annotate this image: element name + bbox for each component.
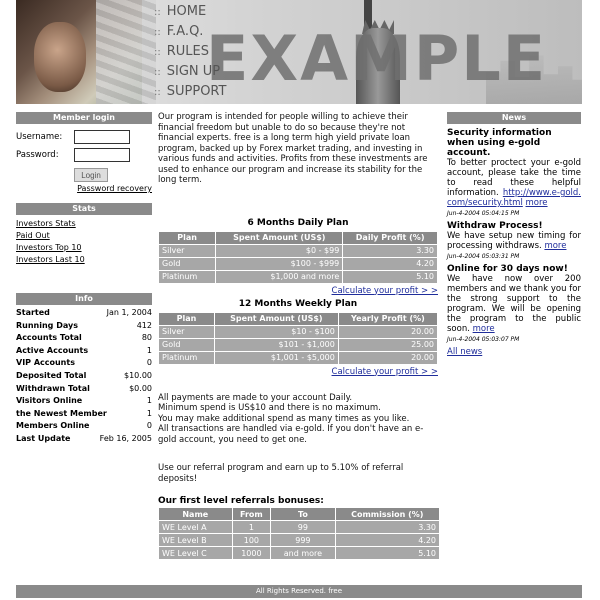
news-item-body: To better proctect your e-gold account, please take the time to read these helpful information. bbox=[447, 158, 581, 198]
level-to: 99 bbox=[271, 521, 334, 533]
main-nav bbox=[154, 2, 274, 102]
info-value: 1 bbox=[146, 345, 152, 355]
news-item-body-wrap bbox=[447, 158, 581, 208]
level-commission: 5.10 bbox=[336, 547, 439, 559]
news-item-body: We have now over 200 members and we thank you for the strong support to the program. We will be opening the program to the public soon. bbox=[447, 274, 581, 334]
plan-profit: 3.30 bbox=[343, 245, 437, 257]
login-button[interactable]: Login bbox=[74, 168, 108, 182]
info-label: Last Update bbox=[16, 433, 71, 443]
level-name: WE Level B bbox=[159, 534, 232, 546]
daily-plan-section bbox=[158, 218, 438, 296]
info-row bbox=[16, 332, 152, 345]
col-header: To bbox=[271, 508, 334, 520]
referral-section bbox=[158, 496, 438, 560]
info-label: Active Accounts bbox=[16, 345, 89, 355]
info-value: 1 bbox=[146, 396, 152, 406]
info-value: 1 bbox=[146, 408, 152, 418]
info-row bbox=[16, 357, 152, 370]
level-from: 1 bbox=[233, 521, 271, 533]
brand-wordmark: EXAMPLE bbox=[206, 22, 548, 95]
news-item bbox=[447, 221, 581, 260]
news-panel bbox=[447, 112, 581, 357]
level-from: 100 bbox=[233, 534, 271, 546]
username-input[interactable] bbox=[74, 130, 130, 144]
plan-amount: $101 - $1,000 bbox=[215, 339, 338, 351]
nav-support[interactable]: :: SUPPORT bbox=[154, 84, 227, 99]
username-label: Username: bbox=[16, 132, 63, 142]
member-login-panel bbox=[16, 112, 152, 193]
table-row bbox=[159, 258, 437, 270]
news-more-link[interactable]: more bbox=[472, 324, 495, 334]
plan-name: Silver bbox=[159, 326, 214, 338]
money-image bbox=[96, 0, 156, 104]
info-value: Feb 16, 2005 bbox=[99, 433, 152, 443]
weekly-plan-title: 12 Months Weekly Plan bbox=[238, 298, 358, 309]
plan-amount: $1,000 and more bbox=[216, 271, 342, 283]
plan-amount: $10 - $100 bbox=[215, 326, 338, 338]
news-item-date: Jun-4-2004 05:03:07 PM bbox=[447, 336, 520, 343]
table-row bbox=[159, 534, 439, 546]
table-row bbox=[159, 271, 437, 283]
payment-notes bbox=[158, 393, 438, 446]
news-item bbox=[447, 128, 581, 217]
face-image bbox=[34, 22, 86, 92]
referral-title: Our first level referrals bonuses: bbox=[158, 496, 324, 506]
info-label: Visitors Online bbox=[16, 396, 83, 406]
info-row bbox=[16, 370, 152, 383]
info-label: Accounts Total bbox=[16, 333, 82, 343]
news-item-link[interactable]: http://www.e-gold.com/security.html bbox=[447, 188, 581, 208]
news-item-title: Security information when using e-gold account. bbox=[447, 128, 552, 158]
news-more-link[interactable]: more bbox=[544, 241, 567, 251]
plan-amount: $100 - $999 bbox=[216, 258, 342, 270]
nav-signup[interactable]: :: SIGN UP bbox=[154, 64, 221, 79]
main-content bbox=[158, 112, 438, 560]
col-header: Plan bbox=[159, 313, 214, 325]
plan-profit: 4.20 bbox=[343, 258, 437, 270]
info-label: Running Days bbox=[16, 320, 78, 330]
stats-panel bbox=[16, 203, 152, 264]
col-header: Spent Amount (US$) bbox=[215, 313, 338, 325]
plan-name: Gold bbox=[159, 258, 215, 270]
info-label: VIP Accounts bbox=[16, 358, 75, 368]
info-value: $0.00 bbox=[129, 383, 152, 393]
note-line: All payments are made to your account Daily. bbox=[158, 392, 353, 403]
news-item-title: Online for 30 days now! bbox=[447, 264, 568, 274]
table-row bbox=[159, 547, 439, 559]
col-header: From bbox=[233, 508, 271, 520]
news-item bbox=[447, 264, 581, 343]
plan-profit: 20.00 bbox=[339, 326, 437, 338]
info-row bbox=[16, 320, 152, 333]
info-row bbox=[16, 420, 152, 433]
footer: All Rights Reserved. free bbox=[16, 585, 582, 598]
info-row bbox=[16, 345, 152, 358]
news-item-body-wrap bbox=[447, 274, 581, 334]
nav-rules[interactable]: :: RULES bbox=[154, 44, 210, 59]
note-line: All transactions are handled via e-gold. If you don't have an e-gold account, you need to get one. bbox=[158, 424, 424, 445]
level-to: and more bbox=[271, 547, 334, 559]
daily-plan-table bbox=[158, 231, 438, 284]
table-row bbox=[159, 245, 437, 257]
info-label: Started bbox=[16, 308, 50, 317]
level-to: 999 bbox=[271, 534, 334, 546]
news-item-body: We have setup new timing for processing withdraws. bbox=[447, 231, 581, 251]
level-name: WE Level A bbox=[159, 521, 232, 533]
info-label: the Newest Member bbox=[16, 408, 107, 418]
news-item-date: Jun-4-2004 05:04:15 PM bbox=[447, 210, 520, 217]
col-header: Commission (%) bbox=[336, 508, 439, 520]
plan-name: Silver bbox=[159, 245, 215, 257]
note-line: Minimum spend is US$10 and there is no maximum. bbox=[158, 403, 381, 413]
info-value: $10.00 bbox=[124, 370, 152, 380]
password-input[interactable] bbox=[74, 148, 130, 162]
info-value: 0 bbox=[146, 421, 152, 431]
level-name: WE Level C bbox=[159, 547, 232, 559]
calculate-profit-link[interactable]: Calculate your profit > > bbox=[331, 366, 438, 377]
nav-home[interactable]: :: HOME bbox=[154, 4, 207, 19]
plan-name: Platinum bbox=[159, 352, 214, 364]
news-item-title: Withdraw Process! bbox=[447, 221, 543, 231]
col-header: Name bbox=[159, 508, 232, 520]
info-label: Deposited Total bbox=[16, 370, 87, 380]
stats-title: Stats bbox=[16, 203, 152, 215]
daily-plan-title: 6 Months Daily Plan bbox=[247, 217, 349, 228]
plan-profit: 20.00 bbox=[339, 352, 437, 364]
plan-name: Platinum bbox=[159, 271, 215, 283]
plan-profit: 25.00 bbox=[339, 339, 437, 351]
password-label: Password: bbox=[16, 150, 59, 160]
all-news-link[interactable]: All news bbox=[447, 347, 483, 357]
password-recovery-link[interactable]: Password recovery bbox=[77, 184, 152, 193]
news-item-body-wrap bbox=[447, 231, 581, 251]
stats-link-top-10[interactable]: Investors Top 10 bbox=[16, 243, 82, 252]
col-header: Daily Profit (%) bbox=[343, 232, 437, 244]
col-header: Yearly Profit (%) bbox=[339, 313, 437, 325]
note-line: You may make additional spend as many times as you like. bbox=[158, 413, 410, 424]
info-row bbox=[16, 408, 152, 421]
plan-name: Gold bbox=[159, 339, 214, 351]
info-label: Members Online bbox=[16, 421, 90, 431]
level-commission: 3.30 bbox=[336, 521, 439, 533]
stats-link-investors-stats[interactable]: Investors Stats bbox=[16, 219, 76, 228]
login-title: Member login bbox=[16, 112, 152, 124]
info-panel bbox=[16, 293, 152, 446]
plan-amount: $1,001 - $5,000 bbox=[215, 352, 338, 364]
stats-link-paid-out[interactable]: Paid Out bbox=[16, 231, 50, 240]
header-banner bbox=[16, 0, 582, 104]
calculate-profit-link[interactable]: Calculate your profit > > bbox=[331, 285, 438, 296]
news-item-date: Jun-4-2004 05:03:31 PM bbox=[447, 253, 520, 260]
news-title: News bbox=[447, 112, 581, 124]
info-row bbox=[16, 395, 152, 408]
nav-faq[interactable]: :: F.A.Q. bbox=[154, 24, 204, 39]
news-more-link[interactable]: more bbox=[525, 198, 548, 208]
table-row bbox=[159, 352, 437, 364]
weekly-plan-section bbox=[158, 299, 438, 377]
info-title: Info bbox=[16, 293, 152, 305]
intro-text: Our program is intended for people willing to achieve their financial freedom but unable to do so because they're not financial experts. free is a long term high yield private loan program, backed up by Forex market trading, and investing in various funds and activities. Profits from these investments are used to enhance our program and increase its stability for the long term. bbox=[158, 112, 428, 185]
col-header: Spent Amount (US$) bbox=[216, 232, 342, 244]
info-row bbox=[16, 433, 152, 446]
level-commission: 4.20 bbox=[336, 534, 439, 546]
weekly-plan-table bbox=[158, 312, 438, 365]
info-value: 412 bbox=[136, 320, 152, 330]
referral-line: Use our referral program and earn up to 5.10% of referral deposits! bbox=[158, 463, 404, 484]
plan-profit: 5.10 bbox=[343, 271, 437, 283]
info-label: Withdrawn Total bbox=[16, 383, 90, 393]
info-value: Jan 1, 2004 bbox=[106, 308, 152, 317]
plan-amount: $0 - $99 bbox=[216, 245, 342, 257]
table-row bbox=[159, 521, 439, 533]
stats-link-last-10[interactable]: Investors Last 10 bbox=[16, 255, 85, 264]
info-row bbox=[16, 383, 152, 396]
level-from: 1000 bbox=[233, 547, 271, 559]
info-value: 80 bbox=[141, 333, 152, 343]
info-value: 0 bbox=[146, 358, 152, 368]
referral-table bbox=[158, 507, 440, 560]
table-row bbox=[159, 326, 437, 338]
info-row bbox=[16, 307, 152, 320]
table-row bbox=[159, 339, 437, 351]
col-header: Plan bbox=[159, 232, 215, 244]
